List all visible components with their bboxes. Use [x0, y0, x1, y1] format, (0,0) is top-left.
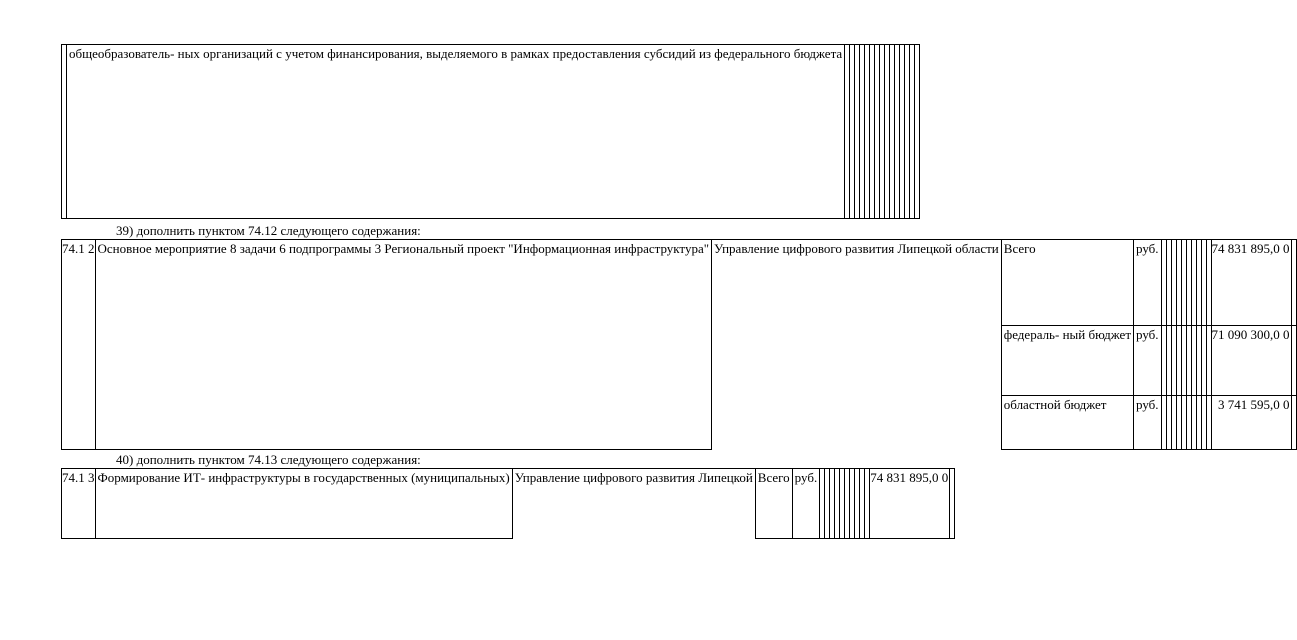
value-cell	[1291, 396, 1296, 450]
continuation-table	[61, 44, 920, 219]
name-cell: Основное мероприятие 8 задачи 6 подпрограммы 3 Региональный проект "Информационная инфраструктура"	[95, 240, 712, 450]
source-cell: областной бюджет	[1001, 396, 1133, 450]
amount-cell: 74 831 895,0 0	[1211, 240, 1291, 326]
table-row	[62, 45, 920, 219]
unit-cell: руб.	[1134, 240, 1162, 326]
table-row	[62, 469, 955, 539]
amendment-note-39: 39) дополнить пунктом 74.12 следующего содержания:	[116, 223, 421, 238]
item-74-12-table	[61, 239, 1297, 450]
number-cell: 74.1 3	[62, 469, 96, 539]
executor-empty-cell	[712, 326, 1002, 450]
source-cell: Всего	[1001, 240, 1133, 326]
amount-cell: 71 090 300,0 0	[1211, 326, 1291, 396]
item-74-13-table	[61, 468, 955, 539]
executor-cell: Управление цифрового развития Липецкой области	[712, 240, 1002, 326]
number-cell: 74.1 2	[62, 240, 96, 450]
value-cell	[915, 45, 920, 219]
unit-cell: руб.	[1134, 396, 1162, 450]
table-row	[62, 240, 1297, 326]
value-cell	[950, 469, 955, 539]
source-cell: федераль- ный бюджет	[1001, 326, 1133, 396]
name-cell: общеобразователь- ных организаций с учетом финансирования, выделяемого в рамках предоставления субсидий из федерального бюджета	[67, 45, 845, 219]
name-cell: Формирование ИТ- инфраструктуры в государственных (муниципальных)	[95, 469, 512, 539]
amendment-note-40: 40) дополнить пунктом 74.13 следующего содержания:	[116, 452, 421, 467]
amount-cell: 74 831 895,0 0	[870, 469, 950, 539]
source-cell: Всего	[755, 469, 792, 539]
unit-cell: руб.	[792, 469, 820, 539]
executor-cell: Управление цифрового развития Липецкой	[512, 469, 755, 539]
value-cell	[1291, 326, 1296, 396]
amount-cell: 3 741 595,0 0	[1211, 396, 1291, 450]
unit-cell: руб.	[1134, 326, 1162, 396]
value-cell	[1291, 240, 1296, 326]
